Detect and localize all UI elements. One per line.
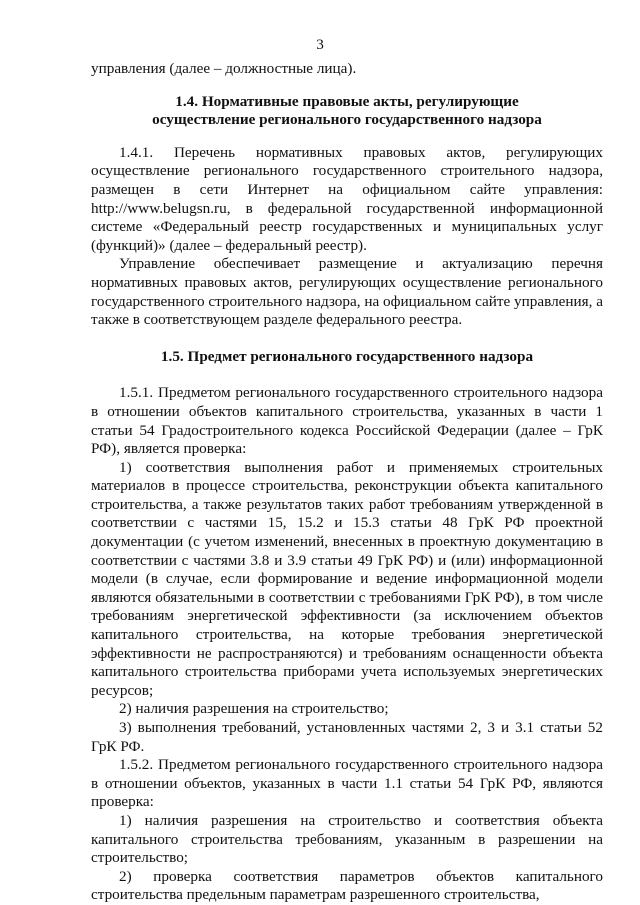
intro-tail: управления (далее – должностные лица). <box>91 60 357 77</box>
section-1-5-paragraph-7: 2) проверка соответствия параметров объектов капитального строительства предельным параметрам разрешенного строительства, <box>91 867 603 904</box>
section-1-5-paragraph-5: 1.5.2. Предметом регионального государственного строительного надзора в отношении объектов, указанных в части 1.1 статьи 54 ГрК РФ, являются проверка: <box>91 756 603 811</box>
section-1-4-title-line1: 1.4. Нормативные правовые акты, регулирующие <box>175 92 519 110</box>
section-1-5-paragraph-2: 1) соответствия выполнения работ и применяемых строительных материалов в процессе строительства, реконструкции объекта капитального строительства, а также результатов таких работ требованиям утвержденной в соответствии с частями 15, 15.2 и 15.3 статьи 48 ГрК РФ проектной документации (с учетом изменений, внесенных в проектную документацию в соответствии с частями 3.8 и 3.9 статьи 49 ГрК РФ) и (или) информационной модели (в случае, если формирование и ведение информационной модели являются обязательными в соответствии с требованиями ГрК РФ), в том числе требованиям энергетической эффективности (за исключением объектов капитального строительства, на которые требования энергетической эффективности не распространяются) и требованиям оснащенности объекта капитального строительства приборами учета используемых энергетических ресурсов; <box>91 458 603 699</box>
section-1-5-paragraph-6: 1) наличия разрешения на строительство и соответствия объекта капитального строительства требованиям, указанным в разрешении на строительство; <box>91 811 603 867</box>
page-number: 3 <box>316 36 324 53</box>
page-content <box>91 60 603 905</box>
section-1-5-title: 1.5. Предмет регионального государственного надзора <box>160 347 534 365</box>
section-1-4-title-line2: осуществление регионального государственного надзора <box>152 111 542 129</box>
section-1-5-paragraph-1: 1.5.1. Предметом регионального государственного строительного надзора в отношении объектов капитального строительства, указанных в части 1 статьи 54 Градостроительного кодекса Российской Федерации (далее – ГрК РФ), является проверка: <box>91 384 603 458</box>
section-1-4-paragraph-1: 1.4.1. Перечень нормативных правовых актов, регулирующих осуществление регионального государственного строительного надзора, размещен в сети Интернет на официальном сайте управления: http://www.belugsn.ru, в федеральной государственной информационной системе «Федеральный реестр государственных и муниципальных услуг (функций)» (далее – федеральный реестр). <box>91 143 603 254</box>
section-1-4-paragraph-2: Управление обеспечивает размещение и актуализацию перечня нормативных правовых актов, регулирующих осуществление регионального государственного строительного надзора, на официальном сайте управления, а также в соответствующем разделе федерального реестра. <box>91 255 603 329</box>
section-1-5-paragraph-3: 2) наличия разрешения на строительство; <box>119 700 389 718</box>
section-1-5-paragraph-4: 3) выполнения требований, установленных частями 2, 3 и 3.1 статьи 52 ГрК РФ. <box>91 719 603 755</box>
